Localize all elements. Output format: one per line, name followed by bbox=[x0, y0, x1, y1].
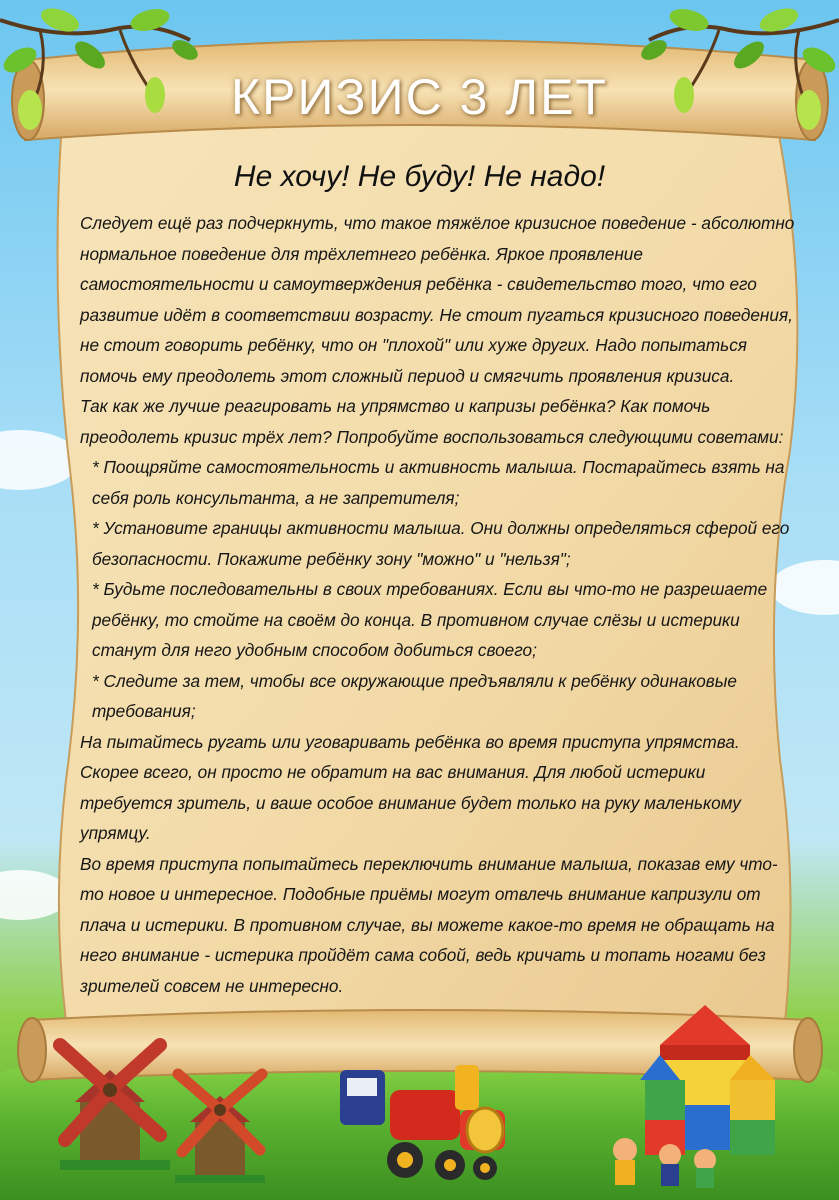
tip-item: * Установите границы активности малыша. Они должны определяться сферой его безопасности. Покажите ребёнку зону "можно" и "нельзя"; bbox=[92, 518, 790, 569]
page-title: КРИЗИС 3 ЛЕТ bbox=[231, 69, 608, 125]
windmill-illustration bbox=[160, 1060, 280, 1190]
page-subtitle: Не хочу! Не буду! Не надо! bbox=[233, 160, 606, 193]
toy-train-illustration bbox=[335, 1060, 515, 1190]
paragraph-distract: Во время приступа попытайтесь переключить внимание малыша, показав ему что-то новое и интересное. Подобные приёмы могут отвлечь внимание капризули от плача и истерики. В противном случае, вы можете какое-то время не обращать на него внимание - истерика пройдёт сама собой, ведь кричать и топать ногами без зрителей совсем не интересно. bbox=[80, 853, 778, 996]
tip-item: * Поощряйте самостоятельность и активность малыша. Постарайтесь взять на себя роль консультанта, а не запретителя; bbox=[92, 457, 785, 508]
paragraph-question: Так как же лучше реагировать на упрямство и капризы ребёнка? Как помочь преодолеть кризис трёх лет? Попробуйте воспользоваться следующими советами: bbox=[80, 396, 784, 447]
article-body bbox=[80, 208, 800, 1001]
paragraph-intro: Следует ещё раз подчеркнуть, что такое тяжёлое кризисное поведение - абсолютно нормальное поведение для трёхлетнего ребёнка. Яркое проявление самостоятельности и самоутверждения ребёнка - свидетельство того, что его развитие идёт в соответствии возрасту. Не стоит пугаться кризисного поведения, не стоит говорить ребёнку, что он "плохой" или хуже других. Надо попытаться помочь ему преодолеть этот сложный период и смягчить проявления кризиса. bbox=[80, 213, 795, 386]
paragraph-advice: На пытайтесь ругать или уговаривать ребёнка во время приступа упрямства. Скорее всего, он просто не обратит на вас внимания. Для любой истерики требуется зритель, и ваше особое внимание будет только на руку маленькому упрямцу. bbox=[80, 731, 741, 843]
tip-item: * Следите за тем, чтобы все окружающие предъявляли к ребёнку одинаковые требования; bbox=[92, 670, 737, 721]
toy-blocks-castle-illustration bbox=[600, 1000, 810, 1190]
tip-item: * Будьте последовательны в своих требованиях. Если вы что-то не разрешаете ребёнку, то стойте на своём до конца. В противном случае слёзы и истерики станут для него удобным способом добиться своего; bbox=[92, 579, 768, 660]
